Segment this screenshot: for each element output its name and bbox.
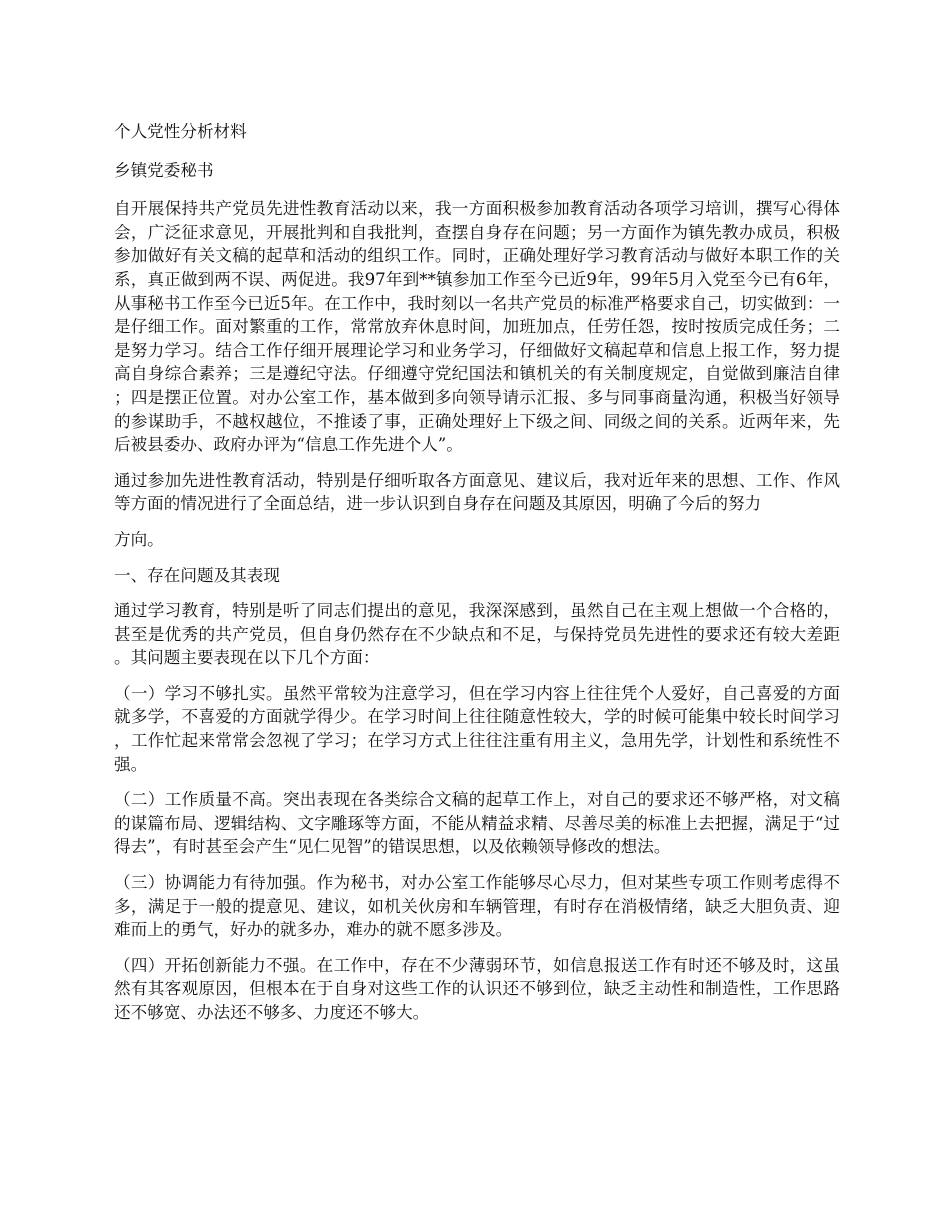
paragraph-direction: 方向。: [114, 529, 164, 549]
document-title: 个人党性分析材料: [114, 122, 247, 141]
paragraph-summary: 通过参加先进性教育活动，特别是仔细听取各方面意见、建议后，我对近年来的思想、工作、作风等方面的情况进行了全面总结，进一步认识到自身存在问题及其原因，明确了今后的努力: [114, 470, 840, 514]
paragraph-problem-3: （三）协调能力有待加强。作为秘书，对办公室工作能够尽心尽力，但对某些专项工作则考虑得不多，满足于一般的提意见、建议，如机关伙房和车辆管理，有时存在消极情绪，缺乏大胆负责、迎难而上的勇气，好办的就多办，难办的就不愿多涉及。: [114, 873, 840, 940]
document-page: [114, 120, 840, 1037]
paragraph-problem-2: （二）工作质量不高。突出表现在各类综合文稿的起草工作上，对自己的要求还不够严格，对文稿的谋篇布局、逻辑结构、文字雕琢等方面，不能从精益求精、尽善尽美的标准上去把握，满足于“过得去”，有时甚至会产生“见仁见智”的错误思想，以及依赖领导修改的想法。: [114, 790, 840, 857]
paragraph-problem-4: （四）开拓创新能力不强。在工作中，存在不少薄弱环节，如信息报送工作有时还不够及时，这虽然有其客观原因，但根本在于自身对这些工作的认识还不够到位，缺乏主动性和制造性，工作思路还不够宽、办法还不够多、力度还不够大。: [114, 955, 840, 1022]
paragraph-problems-intro: 通过学习教育，特别是听了同志们提出的意见，我深深感到，虽然自己在主观上想做一个合格的，甚至是优秀的共产党员，但自身仍然存在不少缺点和不足，与保持党员先进性的要求还有较大差距。其问题主要表现在以下几个方面：: [114, 601, 840, 668]
section-heading-problems: 一、存在问题及其表现: [114, 565, 280, 585]
paragraph-intro: 自开展保持共产党员先进性教育活动以来，我一方面积极参加教育活动各项学习培训，撰写心得体会，广泛征求意见，开展批判和自我批判，查摆自身存在问题；另一方面作为镇先教办成员，积极参加做好有关文稿的起草和活动的组织工作。同时，正确处理好学习教育活动与做好本职工作的关系，真正做到两不误、两促进。我97年到**镇参加工作至今已近9年，99年5月入党至今已有6年，从事秘书工作至今已近5年。在工作中，我时刻以一名共产党员的标准严格要求自己，切实做到：一是仔细工作。面对繁重的工作，常常放弃休息时间，加班加点，任劳任怨，按时按质完成任务；二是努力学习。结合工作仔细开展理论学习和业务学习，仔细做好文稿起草和信息上报工作，努力提高自身综合素养；三是遵纪守法。仔细遵守党纪国法和镇机关的有关制度规定，自觉做到廉洁自律；四是摆正位置。对办公室工作，基本做到多向领导请示汇报、多与同事商量沟通，积极当好领导的参谋助手，不越权越位，不推诿了事，正确处理好上下级之间、同级之间的关系。近两年来，先后被县委办、政府办评为“信息工作先进个人”。: [114, 199, 840, 455]
author-line: 乡镇党委秘书: [114, 160, 214, 180]
paragraph-problem-1: （一）学习不够扎实。虽然平常较为注意学习，但在学习内容上往往凭个人爱好，自己喜爱的方面就多学，不喜爱的方面就学得少。在学习时间上往往随意性较大，学的时候可能集中较长时间学习，工作忙起来常常会忽视了学习；在学习方式上往往注重有用主义，急用先学，计划性和系统性不强。: [114, 683, 840, 774]
